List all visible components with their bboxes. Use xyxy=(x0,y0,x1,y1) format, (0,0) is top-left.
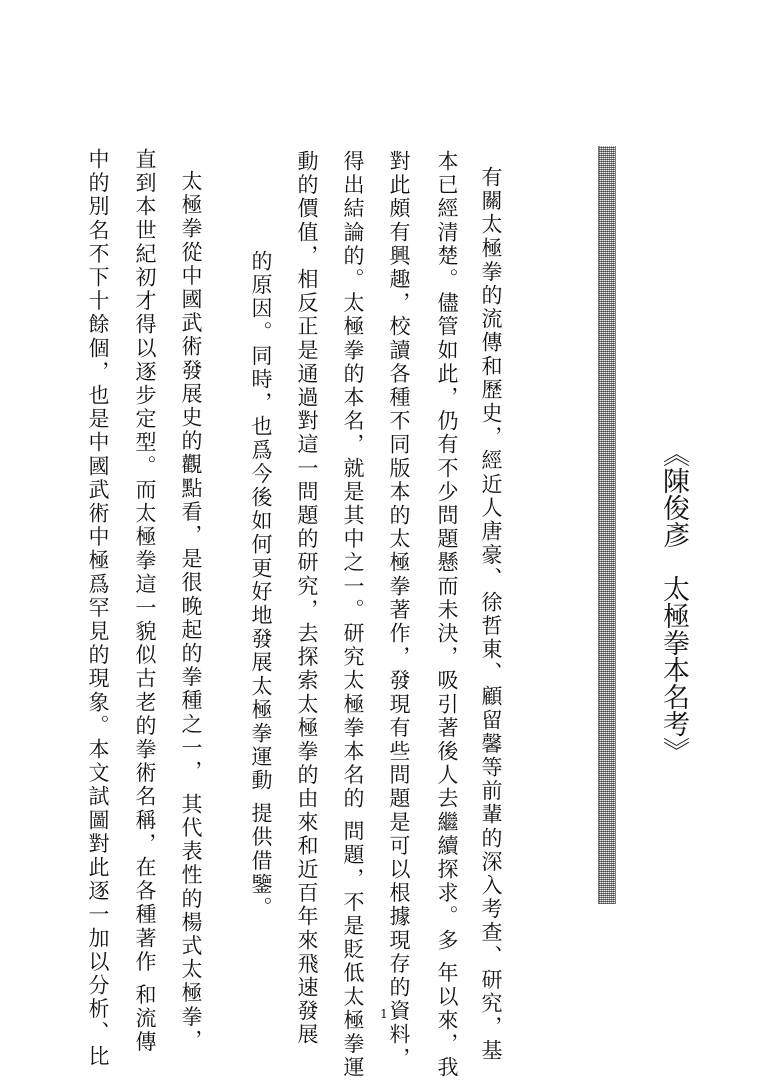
text-column-2: 本已經清楚。儘管如此，仍有不少問題懸而未決，吸引著後人去繼續探求。多 年以來，我 xyxy=(435,150,459,1080)
text-column-4: 得出結論的。太極拳的本名，就是其中之一。研究太極拳本名的 問題，不是貶低太極拳運 xyxy=(341,150,365,1080)
decorative-divider xyxy=(598,146,616,904)
text-column-9: 中的別名不下十餘個，也是中國武術中極爲罕見的現象。本文試圖對此逐一加以分析、比 xyxy=(86,148,110,1069)
text-column-6: 的原因。同時，也爲今後如何更好地發展太極拳運動 提供借鑒。 xyxy=(249,250,273,921)
document-title: 《陳俊彥 太極拳本名考》 xyxy=(658,440,689,764)
text-column-5: 動的價值，相反正是通過對這一問題的研究，去探索太極拳的由來和近百年來飛速發展 xyxy=(295,150,319,1047)
page-number: 1 xyxy=(380,1007,388,1021)
text-column-7: 太極拳從中國武術發展史的觀點看，是很晚起的拳種之一， 其代表性的楊式太極拳， xyxy=(179,170,203,1053)
text-column-8: 直到本世紀初才得以逐步定型。而太極拳這一貌似古老的拳術名稱，在各種著作 和流傳 xyxy=(133,148,157,1055)
text-column-1: 有關太極拳的流傳和歷史，經近人唐豪、徐哲東、顧留馨等前輩的深入考查、研究，基 xyxy=(479,166,503,1063)
text-column-3: 對此頗有興趣，校讀各種不同版本的太極拳著作，發現有些問題是可以根據現存的資料， xyxy=(387,150,411,1071)
